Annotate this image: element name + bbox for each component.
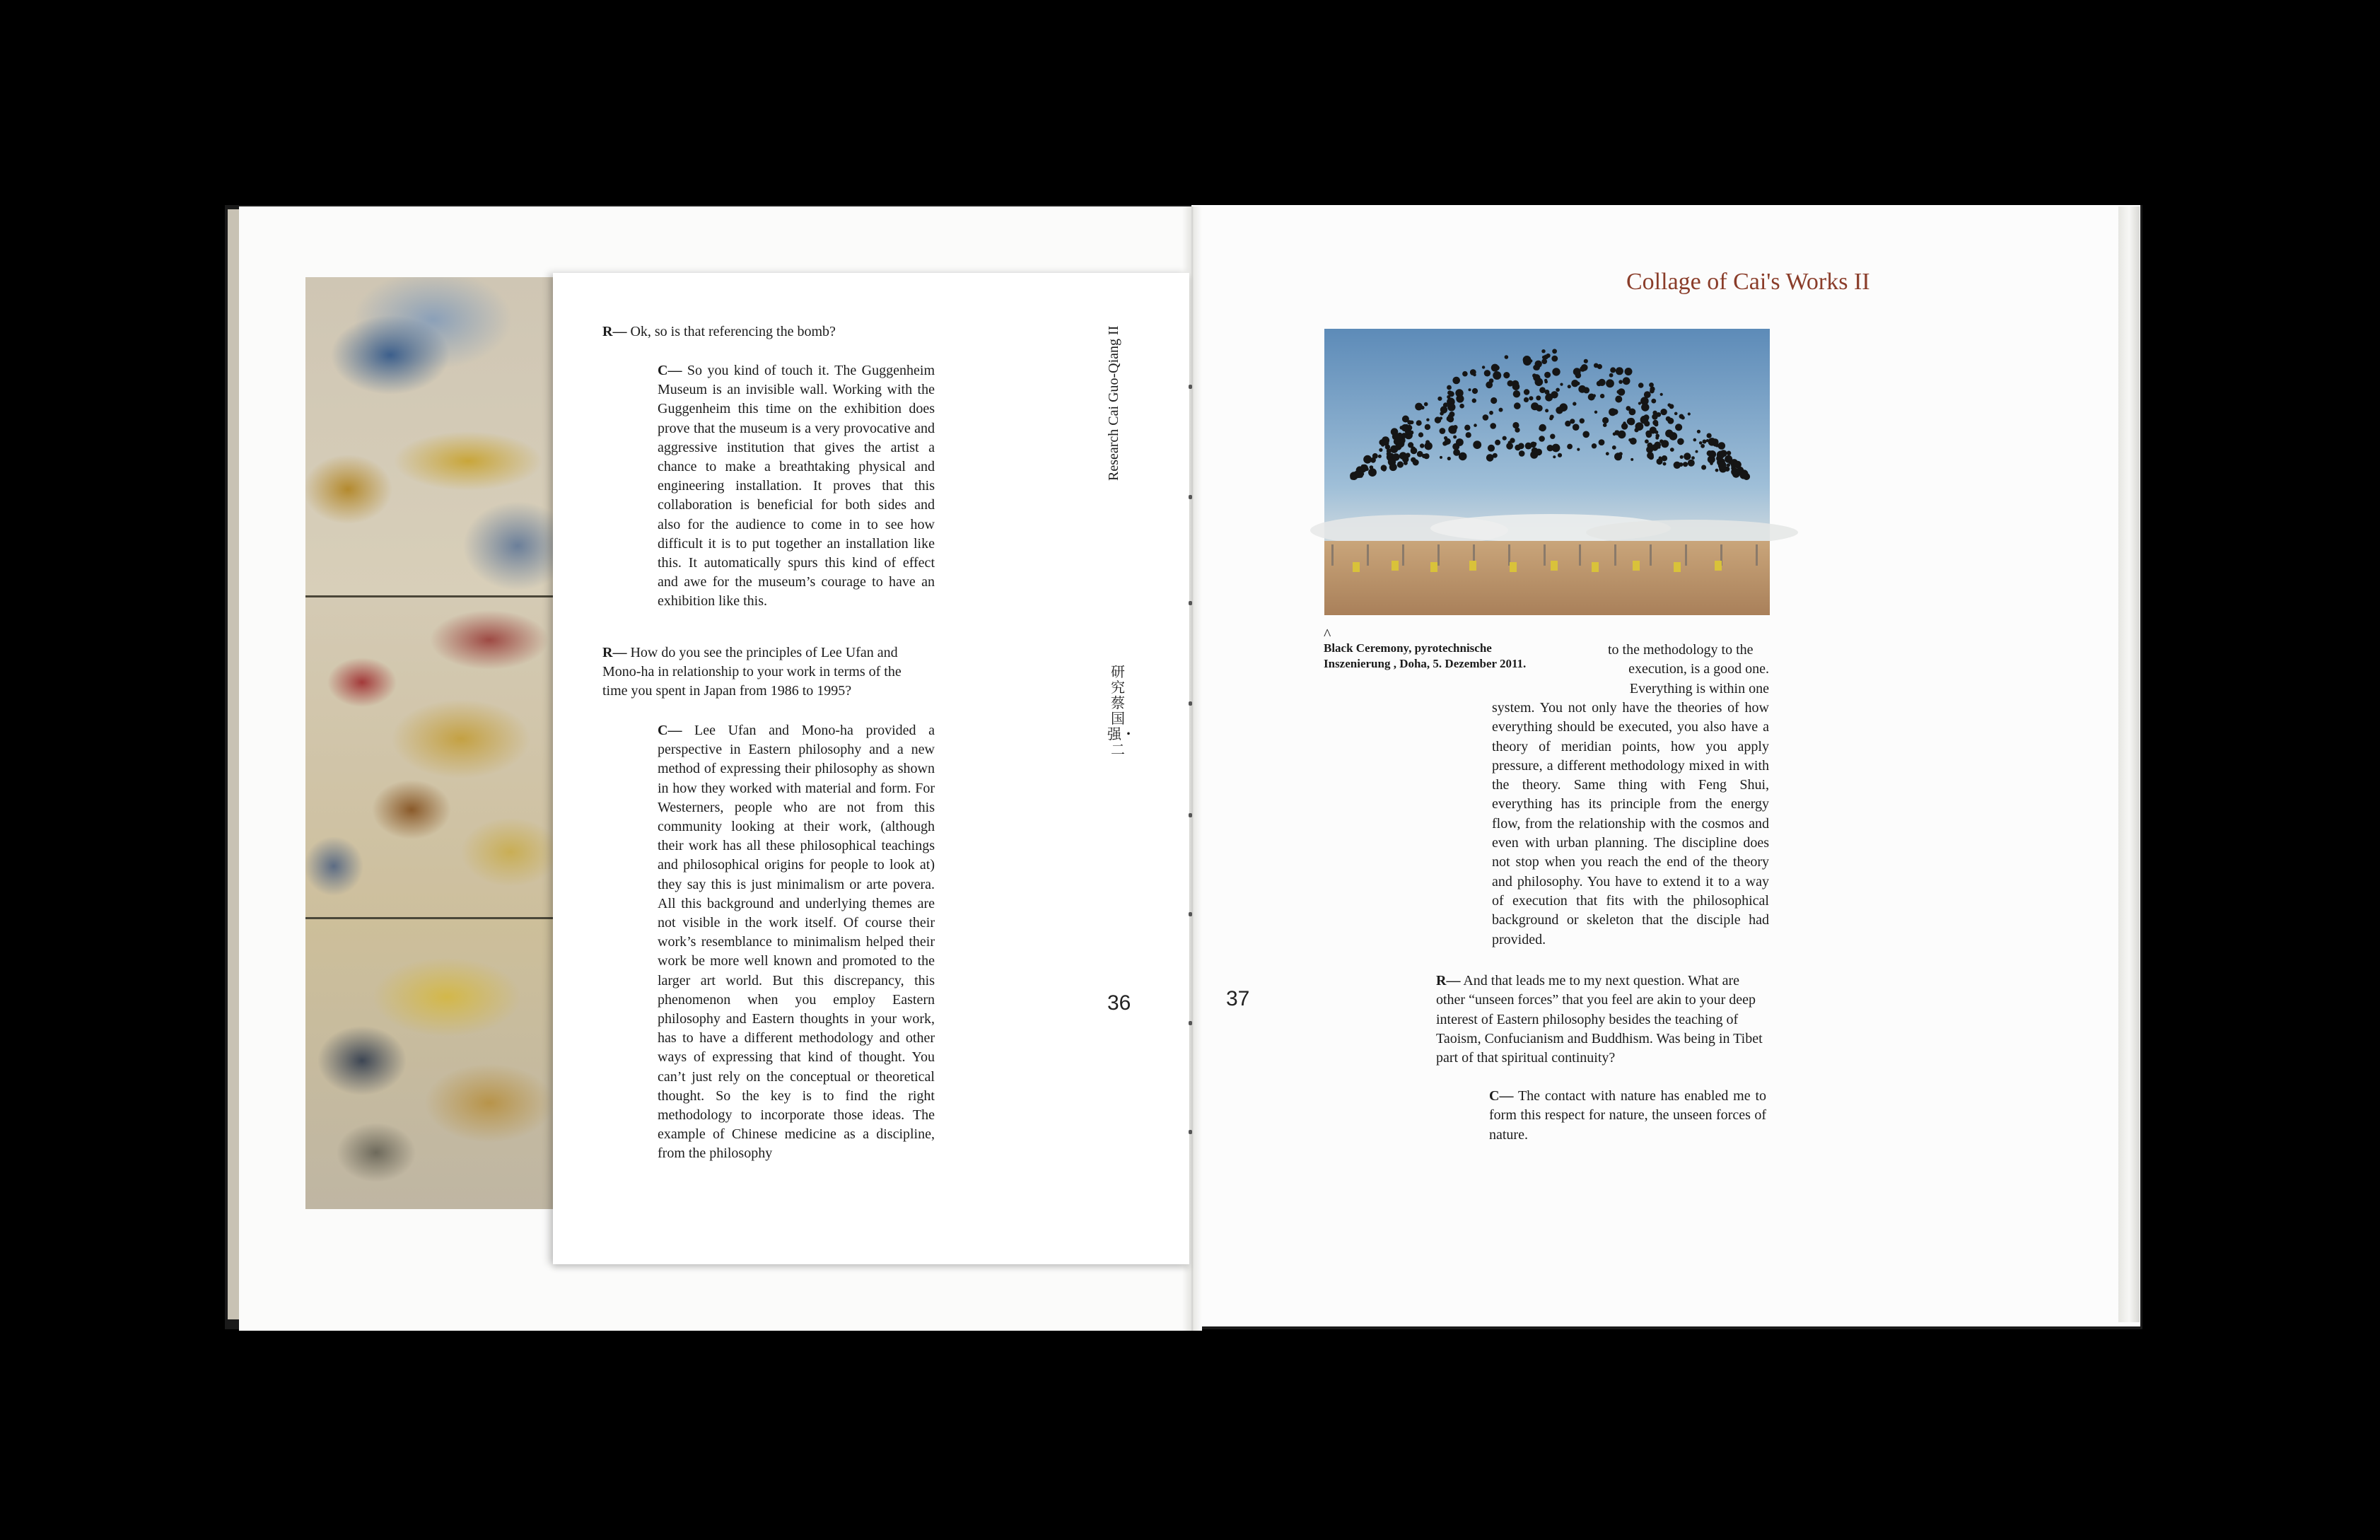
smoke-puff (1602, 417, 1609, 424)
smoke-puff (1421, 406, 1424, 409)
smoke-puff (1584, 359, 1588, 363)
continued-text: system. You not only have the theories of how everything should be executed, you also have a theory of meridian points, how you apply pressure, a different methodology mixed in with the theory. Same thing with Feng Shui, everything has its principle from the energy flow, from the relationship with the cosmos and even with urban planning. The discipline does not stop when you reach the end of the theory and philosophy. You have to extend it to a way of execution that fits with the philosophical background or skeleton that the disciple had provided. (1492, 700, 1769, 947)
smoke-puff (1684, 453, 1691, 460)
page-number-right: 37 (1226, 987, 1250, 1010)
smoke-puff (1573, 424, 1580, 431)
smoke-puff (1697, 430, 1701, 433)
smoke-puff (1677, 438, 1684, 445)
answer-2 (658, 721, 935, 1164)
smoke-puff (1568, 385, 1571, 388)
smoke-puff (1425, 424, 1430, 430)
smoke-puff (1592, 443, 1597, 448)
running-head: Collage of Cai's Works II (1626, 269, 1870, 295)
smoke-puff (1473, 441, 1481, 449)
smoke-puff (1493, 371, 1501, 380)
smoke-puff (1573, 402, 1576, 405)
smoke-puff (1524, 389, 1529, 395)
gutter-mark (1189, 813, 1192, 817)
smoke-puff (1609, 408, 1616, 416)
smoke-puff (1512, 422, 1519, 428)
smoke-puff (1733, 461, 1739, 467)
gutter-mark (1189, 385, 1192, 389)
continued-text-short (1608, 641, 1769, 699)
smoke-puff (1715, 469, 1719, 472)
smoke-puff (1545, 409, 1548, 412)
smoke-puff (1657, 445, 1661, 449)
smoke-puff (1660, 409, 1667, 415)
smoke-puff (1489, 378, 1494, 383)
smoke-puff (1691, 456, 1695, 460)
smoke-puff (1440, 412, 1444, 416)
smoke-puff (1423, 453, 1429, 459)
smoke-puff (1681, 416, 1684, 419)
smoke-puff (1358, 473, 1363, 478)
smoke-puff (1389, 463, 1397, 471)
smoke-puff (1674, 412, 1678, 416)
smoke-puff (1638, 402, 1641, 404)
smoke-puff (1708, 450, 1716, 458)
photo-caption: Black Ceremony, pyrotechnische Inszenierung , Doha, 5. Dezember 2011. (1324, 641, 1527, 670)
smoke-puff (1582, 431, 1589, 438)
smoke-puff (1447, 403, 1455, 411)
smoke-puff (1459, 453, 1467, 461)
smoke-puff (1627, 418, 1634, 425)
gutter-mark (1189, 1021, 1192, 1025)
smoke-puff (1483, 414, 1489, 421)
question-2-text: How do you see the principles of Lee Ufan and Mono-ha in relationship to your work in terms of the time you spent in Japan from 1986 to 1995? (602, 645, 902, 699)
smoke-puff (1560, 383, 1563, 386)
smoke-puff (1406, 453, 1411, 457)
smoke-puff (1567, 444, 1573, 450)
smoke-puff (1551, 391, 1558, 398)
smoke-puff (1499, 408, 1503, 412)
smoke-puff (1518, 443, 1524, 449)
smoke-puff (1696, 450, 1698, 453)
smoke-puff (1382, 467, 1387, 472)
smoke-puff (1616, 367, 1623, 375)
smoke-puff (1655, 431, 1658, 434)
smoke-puff (1630, 438, 1637, 445)
smoke-puff (1621, 423, 1628, 429)
smoke-puff (1506, 443, 1513, 450)
smoke-puff (1532, 373, 1536, 378)
smoke-puff (1618, 380, 1623, 384)
smoke-puff (1539, 436, 1545, 442)
smoke-puff (1482, 366, 1485, 368)
smoke-puff (1652, 414, 1657, 419)
smoke-puff (1649, 383, 1654, 387)
smoke-puff (1469, 388, 1471, 391)
smoke-puff (1534, 442, 1537, 445)
smoke-puff (1510, 438, 1515, 443)
smoke-puff (1612, 445, 1616, 450)
question-2 (602, 643, 928, 701)
smoke-puff (1453, 436, 1457, 439)
smoke-puff (1361, 465, 1368, 472)
interviewer-label: R— (602, 645, 627, 660)
smoke-puff (1727, 451, 1732, 456)
smoke-puff (1701, 444, 1705, 448)
smoke-puff (1645, 439, 1649, 443)
smoke-puff (1693, 438, 1697, 442)
smoke-puff (1635, 422, 1644, 431)
smoke-puff (1551, 356, 1558, 362)
smoke-puff (1710, 462, 1713, 465)
smoke-puff (1680, 455, 1684, 459)
smoke-puff (1646, 432, 1652, 438)
smoke-puff (1670, 448, 1674, 452)
smoke-puff (1647, 452, 1654, 459)
smoke-puff (1609, 373, 1614, 378)
vertical-title-en (1103, 325, 1131, 481)
smoke-puff (1665, 430, 1673, 438)
smoke-puff (1425, 440, 1430, 444)
smoke-puff (1577, 448, 1580, 451)
smoke-puff (1491, 397, 1497, 404)
smoke-puff (1397, 461, 1404, 467)
smoke-puff (1363, 455, 1372, 464)
smoke-puff (1727, 463, 1730, 467)
smoke-puff (1660, 393, 1663, 396)
smoke-puff (1418, 432, 1423, 437)
smoke-puff (1553, 455, 1556, 458)
answer-3 (1489, 1087, 1766, 1145)
smoke-puff (1447, 457, 1451, 460)
smoke-puff (1688, 460, 1695, 467)
smoke-puff (1541, 358, 1547, 364)
smoke-puff (1372, 453, 1378, 459)
smoke-puff (1410, 421, 1414, 425)
interviewer-label: R— (1436, 973, 1461, 988)
painting-image (305, 277, 561, 1209)
continued-line: to the methodology to the (1608, 642, 1754, 658)
smoke-puff (1402, 416, 1409, 423)
smoke-puff (1667, 418, 1674, 424)
smoke-puff (1382, 436, 1389, 444)
smoke-puff (1372, 469, 1375, 473)
smoke-puff (1603, 423, 1607, 427)
smoke-puff (1594, 363, 1599, 368)
smoke-puff (1464, 425, 1470, 431)
smoke-puff (1688, 412, 1691, 415)
smoke-puff (1541, 349, 1545, 353)
smoke-puff (1558, 453, 1562, 457)
smoke-puff (1503, 436, 1507, 441)
smoke-puff (1456, 395, 1464, 402)
smoke-puff (1494, 366, 1499, 371)
smoke-puff (1440, 428, 1446, 434)
smoke-puff (1556, 407, 1563, 414)
smoke-puff (1536, 405, 1542, 412)
smoke-puff (1489, 411, 1493, 415)
gutter-mark (1189, 601, 1192, 605)
smoke-puff (1512, 383, 1520, 391)
smoke-puff (1524, 397, 1529, 402)
smoke-puff (1655, 436, 1659, 440)
smoke-puff (1523, 356, 1532, 364)
smoke-puff (1466, 432, 1471, 438)
smoke-puff (1565, 421, 1570, 426)
smoke-puff (1707, 433, 1712, 438)
smoke-puff (1459, 404, 1464, 409)
black-ceremony-photo (1324, 329, 1770, 615)
smoke-puff (1493, 453, 1498, 458)
smoke-puff (1426, 419, 1429, 421)
smoke-puff (1550, 415, 1554, 419)
smoke-puff (1443, 402, 1448, 407)
smoke-puff (1550, 434, 1555, 439)
smoke-puff (1515, 428, 1519, 433)
gutter-mark (1189, 1130, 1192, 1134)
interviewer-label: R— (602, 324, 627, 339)
smoke-puff (1641, 403, 1649, 411)
smoke-puff (1503, 372, 1510, 378)
smoke-puff (1718, 442, 1726, 450)
smoke-puff (1669, 404, 1674, 409)
black-ceremony-photo-graphic (1324, 329, 1770, 615)
smoke-puff (1395, 443, 1401, 450)
smoke-puff (1717, 451, 1725, 459)
smoke-puff (1445, 438, 1451, 445)
question-1-text: Ok, so is that referencing the bomb? (630, 324, 836, 339)
answer-1-text: So you kind of touch it. The Guggenheim Museum is an invisible wall. Working with the Guggenheim this time on the exhibition does prove that the museum is a very provocative and aggressive institution that gives the artist a chance to make a breathtaking physical and engineering installation. It proves that this collaboration is beneficial for both sides and also for the audience to come in to see how difficult it is to put together an installation like this. It automatically spurs this kind of effect and awe for the museum’s courage to have an exhibition like this. (658, 363, 935, 609)
smoke-puff (1440, 416, 1442, 419)
smoke-puff (1552, 349, 1557, 354)
continued-line: Everything is within one (1629, 680, 1769, 696)
question-3 (1436, 972, 1768, 1068)
artist-label: C— (658, 363, 682, 378)
continued-line: execution, is a good one. (1628, 661, 1769, 677)
smoke-puff (1578, 385, 1586, 393)
answer-2-text: Lee Ufan and Mono-ha provided a perspective in Eastern philosophy and a new method of expressing their philosophy as shown in how they worked with material and form. For Westerners, people who are not from this community looking at their work, (although their work has all these philosophical teachings and philosophical origins for people to look at) they say this is just minimalism or arte povera. All this background and underlying themes are not visible in the work itself. Of course their work’s resemblance to minimalism helped their work be more well known and promoted to the larger art world. But this discrepancy, this phenomenon when you employ Eastern philosophy and Eastern thoughts in your work, has to have a different methodology and other ways of expressing that kind of thought. You can’t just rely on the conceptual or theoretical thought. So the key is to find the right methodology to incorporate those ideas. The example of Chinese medicine as a discipline, from the philosophy (658, 723, 935, 1162)
artist-label: C— (1489, 1088, 1514, 1104)
smoke-puff (1663, 462, 1667, 466)
smoke-puff (1594, 411, 1597, 414)
page-number-left: 36 (1107, 991, 1131, 1015)
smoke-puff (1534, 364, 1540, 371)
smoke-puff (1701, 465, 1706, 470)
smoke-puff (1473, 373, 1476, 376)
vertical-title-cn: 研究蔡国强・二 (1107, 665, 1136, 758)
smoke-puff (1580, 419, 1585, 424)
smoke-puff (1674, 462, 1681, 469)
smoke-puff (1683, 462, 1688, 467)
smoke-puff (1519, 450, 1525, 457)
smoke-puff (1606, 452, 1609, 455)
artist-label: C— (658, 723, 682, 738)
smoke-puff (1626, 406, 1631, 411)
caption-marker: ^ (1324, 625, 1331, 643)
gutter-mark (1189, 912, 1192, 916)
smoke-puff (1379, 448, 1382, 452)
smoke-puff (1392, 453, 1400, 461)
smoke-puff (1416, 420, 1422, 426)
smoke-puff (1659, 456, 1662, 460)
smoke-puff (1411, 446, 1416, 451)
smoke-puff (1535, 378, 1544, 386)
smoke-puff (1610, 367, 1616, 373)
smoke-puff (1675, 424, 1682, 431)
smoke-puff (1618, 388, 1625, 395)
smoke-puff (1490, 423, 1496, 429)
smoke-puff (1580, 366, 1585, 372)
question-3-text: And that leads me to my next question. What are other “unseen forces” that you feel are akin to your deep interest of Eastern philosophy besides the teaching of Taoism, Confucianism and Buddhism. Was being in Tibet part of that spiritual continuity? (1436, 973, 1763, 1066)
smoke-puff (1652, 420, 1658, 426)
smoke-puff (1735, 472, 1738, 474)
smoke-puff (1592, 394, 1596, 397)
smoke-puff (1615, 396, 1622, 403)
smoke-puff (1544, 380, 1548, 384)
smoke-puff (1640, 416, 1649, 424)
smoke-puff (1495, 440, 1500, 445)
smoke-puff (1638, 383, 1644, 388)
smoke-puff (1514, 402, 1521, 409)
smoke-puff (1484, 370, 1491, 376)
smoke-puff (1699, 441, 1703, 445)
smoke-puff (1507, 380, 1514, 387)
smoke-puff (1625, 369, 1631, 375)
question-1 (602, 322, 935, 342)
smoke-puff (1552, 444, 1561, 453)
smoke-puff (1529, 396, 1533, 400)
smoke-puff (1661, 440, 1669, 448)
smoke-puff (1513, 390, 1520, 397)
smoke-puff (1449, 391, 1454, 397)
smoke-puff (1599, 379, 1606, 386)
smoke-puff (1651, 399, 1656, 404)
vertical-title-en-text: Research Cai Guo-Qiang II (1106, 325, 1121, 481)
smoke-puff (1452, 377, 1460, 385)
smoke-puff (1472, 398, 1476, 402)
smoke-puff (1615, 430, 1620, 435)
smoke-puff (1378, 455, 1382, 458)
smoke-puff (1631, 458, 1633, 461)
smoke-puff (1618, 452, 1622, 455)
smoke-puff (1703, 440, 1707, 444)
smoke-puff (1404, 461, 1408, 465)
smoke-puff (1440, 456, 1442, 459)
smoke-puff (1544, 372, 1551, 378)
smoke-puff (1573, 368, 1581, 375)
smoke-puff (1437, 397, 1442, 401)
smoke-puff (1351, 474, 1355, 479)
smoke-puff (1644, 391, 1651, 398)
smoke-puff (1576, 382, 1580, 385)
answer-3-text: The contact with nature has enabled me to form this respect for nature, the unseen forces of nature. (1489, 1088, 1767, 1143)
smoke-puff (1472, 388, 1478, 394)
smoke-puff (1606, 379, 1614, 387)
gutter-mark (1189, 701, 1192, 706)
smoke-puff (1650, 389, 1655, 394)
smoke-puff (1453, 425, 1458, 430)
smoke-puff (1370, 465, 1374, 469)
smoke-puff (1525, 443, 1532, 450)
smoke-puff (1739, 471, 1747, 479)
smoke-puff (1623, 377, 1631, 385)
smoke-puff (1599, 439, 1605, 445)
smoke-puff (1448, 414, 1452, 419)
smoke-puff (1556, 388, 1560, 392)
smoke-puff (1462, 371, 1468, 377)
smoke-puff (1718, 461, 1727, 469)
smoke-puff (1713, 443, 1717, 447)
smoke-puff (1600, 394, 1604, 398)
smoke-puff (1544, 390, 1549, 395)
smoke-puff (1536, 395, 1541, 400)
answer-1 (658, 361, 935, 612)
smoke-puff (1474, 424, 1477, 427)
smoke-puff (1488, 445, 1495, 452)
page-stack-edge (2118, 206, 2140, 1322)
smoke-puff (1539, 424, 1546, 431)
smoke-puff (1552, 368, 1560, 375)
smoke-puff (1505, 355, 1509, 359)
smoke-puff (1536, 450, 1541, 455)
smoke-puff (1401, 424, 1408, 431)
smoke-puff (1542, 356, 1546, 359)
smoke-puff (1447, 385, 1452, 390)
smoke-puff (1411, 457, 1416, 462)
smoke-puff (1424, 402, 1428, 407)
smoke-puff (1420, 443, 1424, 448)
gutter-mark (1189, 495, 1192, 499)
